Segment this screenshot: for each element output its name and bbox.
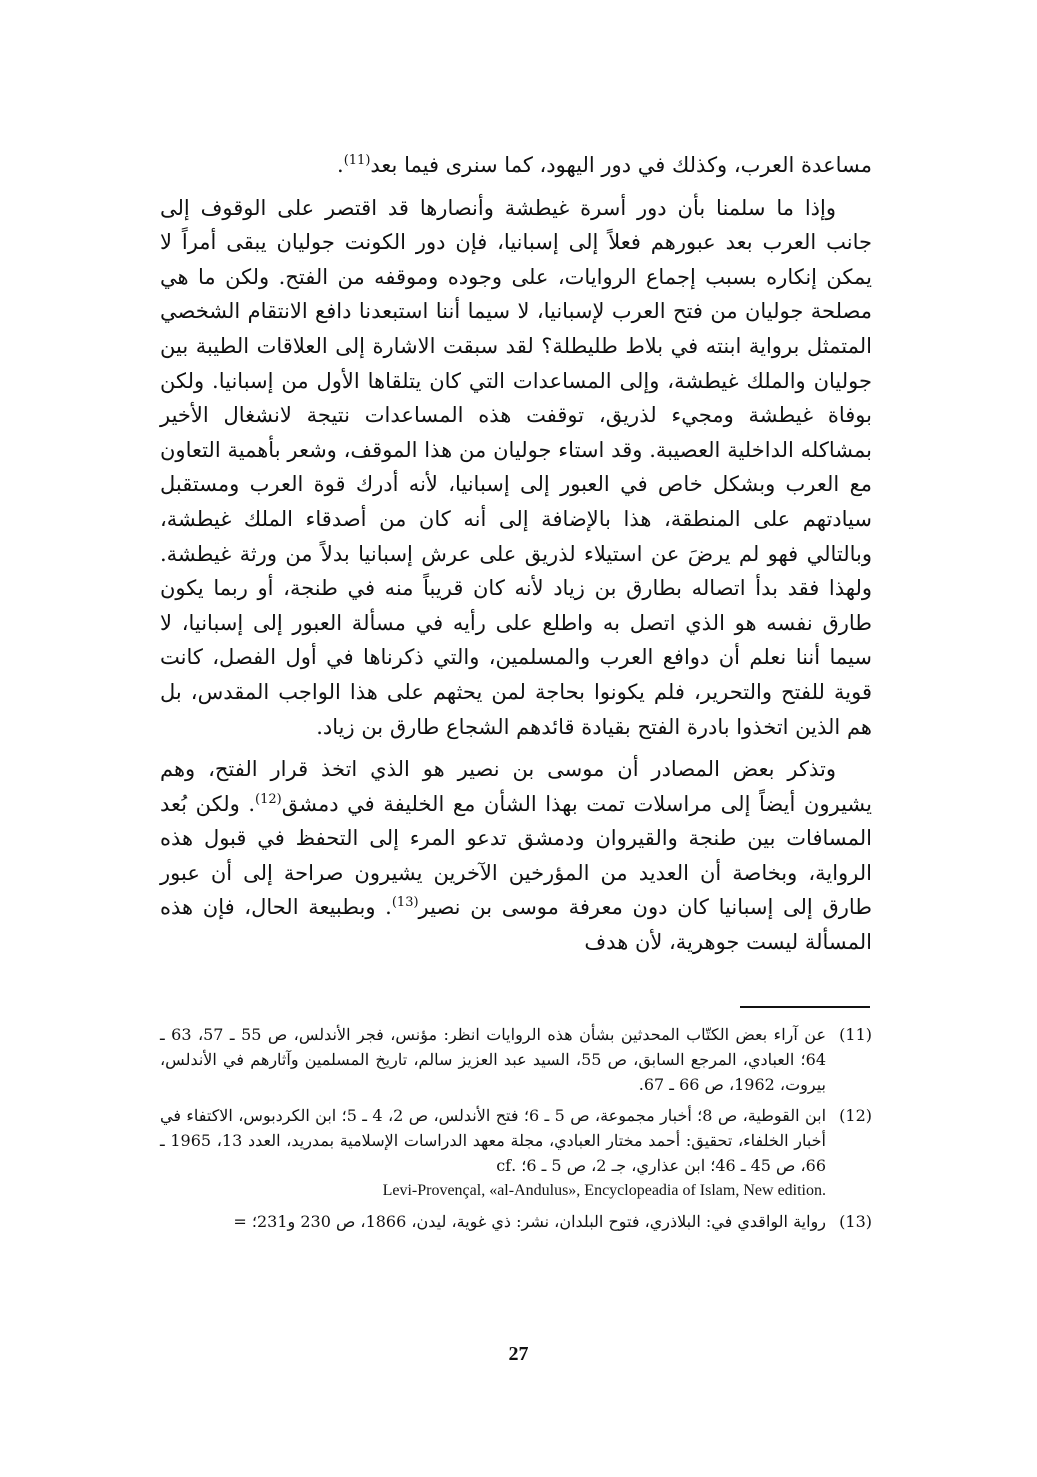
paragraph-1-text: مساعدة العرب، وكذلك في دور اليهود، كما سنرى فيما بعد bbox=[370, 153, 872, 177]
footnote-text: رواية الواقدي في: البلاذري، فتوح البلدان، نشر: ذي غوية، ليدن، 1866، ص 230 و231؛ = bbox=[233, 1212, 826, 1231]
paragraph-2: وإذا ما سلمنا بأن دور أسرة غيطشة وأنصارها قد اقتصر على الوقوف إلى جانب العرب بعد عبورهم فعلاً إلى إسبانيا، فإن دور الكونت جوليان يبقى أمراً لا يمكن إنكاره بسبب إجماع الروايات، على وجوده وموقفه من الفتح. ولكن ما هي مصلحة جوليان من فتح العرب لإسبانيا، لا سيما أننا استبعدنا دافع الانتقام الشخصي المتمثل برواية ابنته في بلاط طليطلة؟ لقد سبقت الاشارة إلى العلاقات الطيبة بين جوليان والملك غيطشة، وإلى المساعدات التي كان يتلقاها الأول من إسبانيا. ولكن بوفاة غيطشة ومجيء لذريق، توقفت هذه المساعدات نتيجة لانشغال الأخير بمشاكله الداخلية العصيبة. وقد استاء جوليان من هذا الموقف، وشعر بأهمية التعاون مع العرب وبشكل خاص في العبور إلى إسبانيا، لأنه أدرك قوة العرب ومستقبل سيادتهم على المنطقة، هذا بالإضافة إلى أنه كان من أصدقاء الملك غيطشة، وبالتالي فهو لم يرضَ عن استيلاء لذريق على عرش إسبانيا بدلاً من ورثة غيطشة. ولهذا فقد بدأ اتصاله بطارق بن زياد لأنه كان قريباً منه في طنجة، أو ربما يكون طارق نفسه هو الذي اتصل به واطلع على رأيه في مسألة العبور إلى إسبانيا، لا سيما أننا نعلم أن دوافع العرب والمسلمين، والتي ذكرناها في أول الفصل، كانت قوية للفتح والتحرير، فلم يكونوا بحاجة لمن يحثهم على هذا الواجب المقدس، بل هم الذين اتخذوا بادرة الفتح بقيادة قائدهم الشجاع طارق بن زياد. bbox=[160, 195, 872, 739]
footnote-body bbox=[160, 1103, 826, 1203]
footnote-11 bbox=[160, 1022, 872, 1097]
body-text bbox=[160, 148, 872, 960]
footnote-ref-13[interactable]: (13) bbox=[391, 895, 419, 911]
paragraph-1-end: . bbox=[337, 153, 344, 177]
paragraph-1 bbox=[160, 148, 872, 183]
paragraph-3-part-1: وتذكر بعض المصادر أن موسى بن نصير هو الذي اتخذ قرار الفتح، وهم يشيرون أيضاً إلى مراسلات تمت بهذا الشأن مع الخليفة في دمشق bbox=[160, 757, 872, 816]
footnote-ref-12[interactable]: (12) bbox=[255, 791, 282, 807]
footnote-13 bbox=[160, 1209, 872, 1234]
paragraph-3 bbox=[160, 752, 872, 960]
footnote-latin-citation: Levi-Provençal, «al-Andulus», Encyclopeadia of Islam, New edition. bbox=[382, 1182, 826, 1199]
footnote-text: ابن القوطية، ص 8؛ أخبار مجموعة، ص 5 ـ 6؛ فتح الأندلس، ص 2، 4 ـ 5؛ ابن الكردبوس، الاكتفاء في أخبار الخلفاء، تحقيق: أحمد مختار العبادي، مجلة معهد الدراسات الإسلامية بمدريد، العدد 13، 1965 ـ 66، ص 45 ـ 46؛ ابن عذاري، جـ 2، ص 5 ـ 6؛ .cf bbox=[160, 1106, 827, 1175]
footnote-number: (12) bbox=[839, 1106, 872, 1125]
page-number: 27 bbox=[508, 1343, 529, 1365]
footnote-divider bbox=[740, 1006, 870, 1008]
paragraph-3-part-2: . ولكن بُعد المسافات بين طنجة والقيروان ودمشق تدعو المرء إلى التحفظ في قبول هذه الرواية، وبخاصة أن العديد من المؤرخين الآخرين يشيرون صراحة إلى أن عبور طارق إلى إسبانيا كان دون معرفة موسى بن نصير bbox=[160, 791, 872, 920]
footnote-number: (13) bbox=[839, 1212, 872, 1231]
footnote-number: (11) bbox=[839, 1025, 872, 1044]
footnote-ref-11[interactable]: (11) bbox=[343, 153, 371, 168]
paragraph-3-part-3: . وبطبيعة الحال، فإن هذه المسألة ليست جوهرية، لأن هدف bbox=[160, 895, 872, 955]
footnote-12 bbox=[160, 1103, 872, 1203]
footnote-text: عن آراء بعض الكتّاب المحدثين بشأن هذه الروايات انظر: مؤنس، فجر الأندلس، ص 55 ـ 57، 63 ـ 64؛ العبادي، المرجع السابق، ص 55، السيد عبد العزيز سالم، تاريخ المسلمين وآثارهم في الأندلس، بيروت، 1962، ص 66 ـ 67. bbox=[160, 1025, 827, 1094]
footnotes bbox=[160, 1022, 872, 1240]
